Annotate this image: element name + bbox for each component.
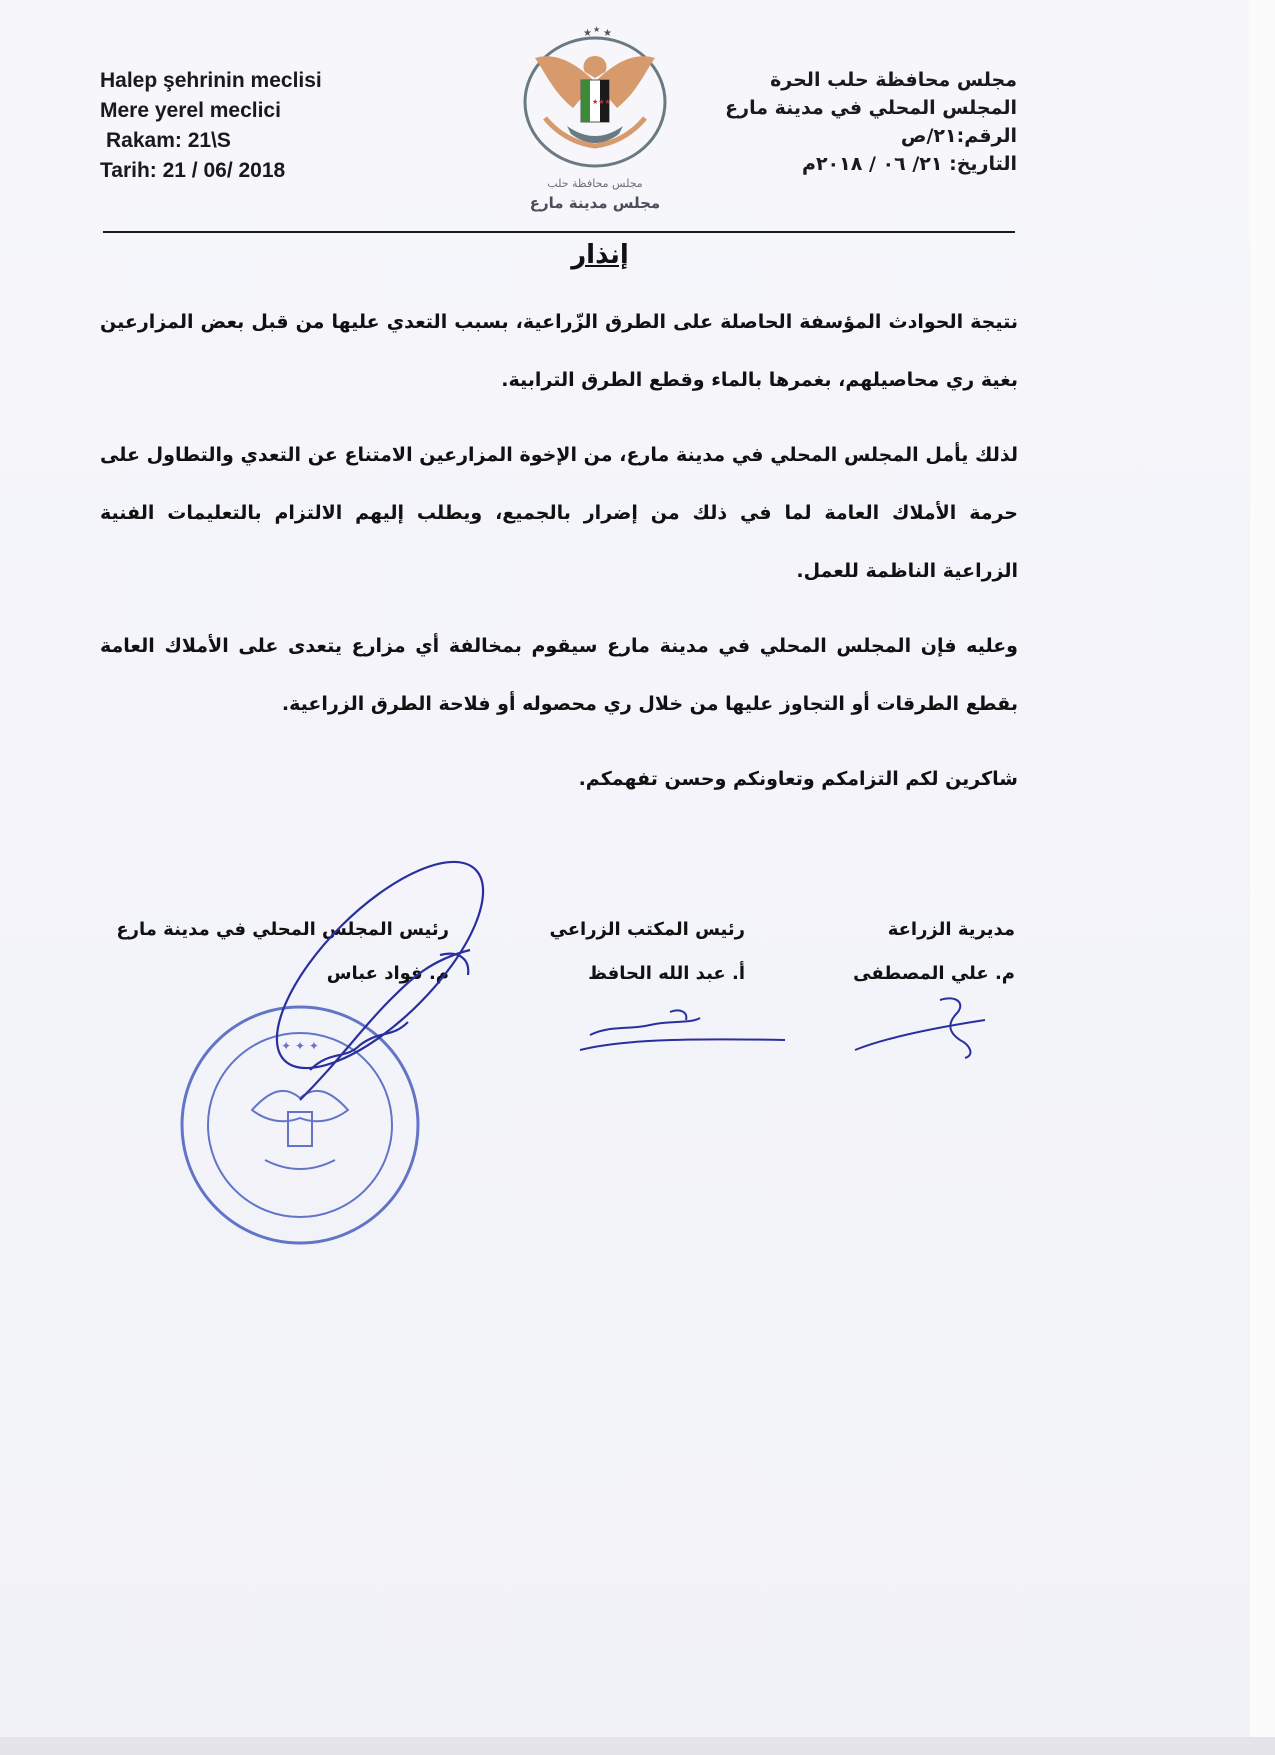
paragraph-2: لذلك يأمل المجلس المحلي في مدينة مارع، من الإخوة المزارعين الامتناع عن التعدي والتطاول على حرمة الأملاك العامة لما في ذلك من إضرار بالجميع، ويطلب إليهم الالتزام بالتعليمات الفنية الزراعية الناظمة للعمل. bbox=[100, 444, 1018, 582]
header-turkish-line-1: Halep şehrinin meclisi bbox=[100, 69, 322, 92]
signature-block-council-head bbox=[89, 908, 449, 996]
svg-text:★★★: ★★★ bbox=[592, 98, 611, 106]
letter-body bbox=[100, 293, 1018, 825]
header-turkish-line-2: Mere yerel meclici bbox=[100, 99, 281, 122]
header-arabic-date: التاريخ: ٢١/ ٠٦ / ٢٠١٨م bbox=[802, 153, 1017, 175]
header-turkish bbox=[100, 66, 420, 186]
header-arabic-line-2: المجلس المحلي في مدينة مارع bbox=[725, 97, 1017, 119]
eagle-emblem-icon bbox=[515, 22, 675, 172]
svg-text:★: ★ bbox=[593, 25, 601, 34]
council-logo bbox=[515, 22, 675, 218]
paragraph-1: نتيجة الحوادث المؤسفة الحاصلة على الطرق الزّراعية، بسبب التعدي عليها من قبل بعض المزارعين بغية ري محاصيلهم، بغمرها بالماء وقطع الطرق الترابية. bbox=[100, 311, 1018, 391]
document-title: إنذار bbox=[571, 240, 629, 270]
signature-title: رئيس المجلس المحلي في مدينة مارع bbox=[116, 919, 449, 940]
header-arabic bbox=[637, 66, 1017, 178]
signature-title: رئيس المكتب الزراعي bbox=[549, 919, 745, 940]
svg-text:★: ★ bbox=[583, 28, 592, 39]
page-edge bbox=[1250, 0, 1275, 1755]
header-arabic-number: الرقم:٢١/ص bbox=[900, 125, 1017, 147]
signature-block-agriculture-directorate bbox=[755, 908, 1015, 996]
svg-text:★: ★ bbox=[603, 28, 612, 39]
header-divider bbox=[103, 231, 1015, 233]
signature-block-agriculture-office bbox=[525, 908, 745, 996]
signature-name: أ. عبد الله الحافظ bbox=[588, 963, 745, 984]
paragraph-3: وعليه فإن المجلس المحلي في مدينة مارع سيقوم بمخالفة أي مزارع يتعدى على الأملاك العامة بقطع الطرقات أو التجاوز عليها من خلال ري محصوله أو فلاحة الطرق الزراعية. bbox=[100, 635, 1018, 715]
header-turkish-date: Tarih: 21 / 06/ 2018 bbox=[100, 159, 286, 182]
signature-name: م. علي المصطفى bbox=[853, 963, 1015, 984]
logo-caption-large: مجلس مدينة مارع bbox=[529, 194, 661, 212]
svg-text:✦ ✦ ✦: ✦ ✦ ✦ bbox=[281, 1039, 319, 1053]
logo-caption-small: مجلس محافظة حلب bbox=[547, 177, 643, 190]
header-turkish-number: Rakam: 21\S bbox=[106, 129, 231, 152]
signature-name: م. فواد عباس bbox=[326, 963, 449, 984]
signature-title: مديرية الزراعة bbox=[887, 919, 1015, 940]
closing-line: شاكرين لكم التزامكم وتعاونكم وحسن تفهمكم. bbox=[578, 768, 1018, 790]
header-arabic-line-1: مجلس محافظة حلب الحرة bbox=[770, 69, 1017, 91]
page-bottom-edge bbox=[0, 1737, 1275, 1755]
